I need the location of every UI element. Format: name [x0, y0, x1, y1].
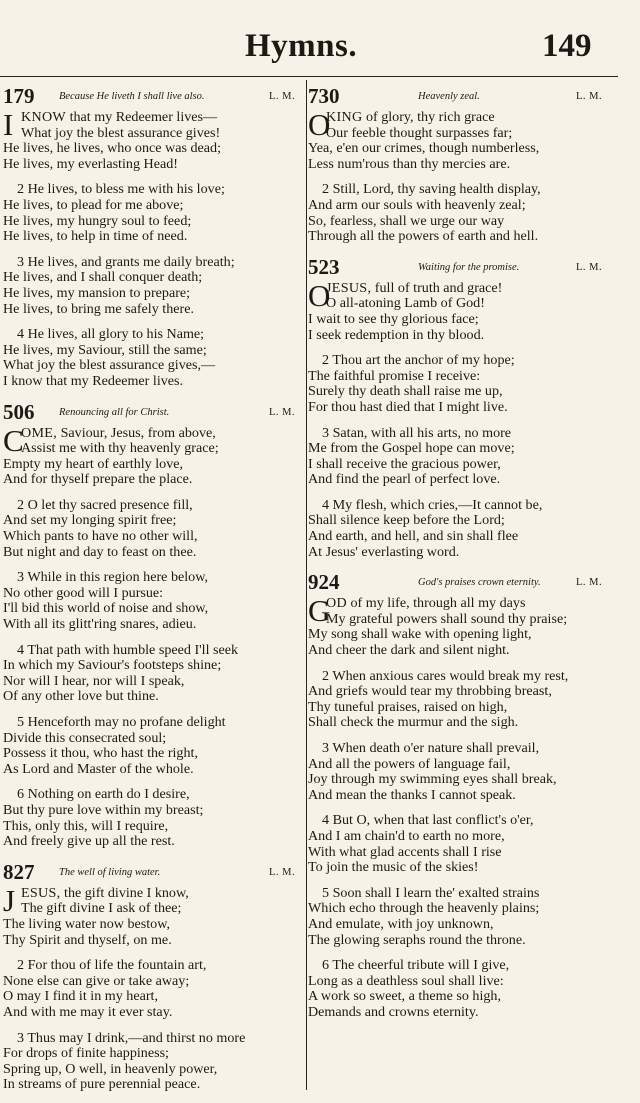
- drop-cap: J: [3, 882, 16, 918]
- verse: [308, 741, 608, 803]
- verse: [308, 277, 608, 343]
- page-title: Hymns.: [245, 28, 358, 64]
- verse: [308, 958, 608, 1020]
- verse-line: At Jesus' everlasting word.: [308, 543, 460, 560]
- header-rule: [0, 76, 618, 77]
- verse-line: The glowing seraphs round the throne.: [308, 931, 526, 948]
- verse-line: 2 O let thy sacred presence fill,: [17, 496, 193, 513]
- hymn-heading: [3, 400, 301, 426]
- verse: [308, 498, 608, 560]
- hymn-meter: L. M.: [576, 577, 603, 589]
- verse-line: In which my Saviour's footsteps shine;: [3, 657, 222, 674]
- hymn-heading: [3, 84, 301, 110]
- hymn-heading: [3, 860, 301, 886]
- first-word: JESUS,: [326, 279, 372, 296]
- verse-line: And all the powers of language fail,: [308, 755, 511, 772]
- hymn-heading: [308, 84, 608, 110]
- verse-line: None else can give or take away;: [3, 972, 190, 989]
- verse-line: Joy through my swimming eyes shall break,: [308, 771, 557, 788]
- verse-line: 4 But O, when that last conflict's o'er,: [322, 812, 534, 829]
- verse-line: 6 The cheerful tribute will I give,: [322, 957, 510, 974]
- drop-cap: O: [308, 277, 331, 313]
- verse-line: Empty my heart of earthly love,: [3, 455, 184, 472]
- verse-line: And griefs would tear my throbbing breast,: [308, 683, 552, 700]
- verse-line: And emulate, with joy unknown,: [308, 915, 494, 932]
- verse-line: Nor will I hear, nor will I speak,: [3, 672, 185, 689]
- verse-line: 5 Soon shall I learn the' exalted strains: [322, 884, 540, 901]
- verse-line: And cheer the dark and silent night.: [308, 642, 510, 659]
- verse-line: I seek redemption in thy blood.: [308, 326, 485, 343]
- verse-line: Our feeble thought surpasses far;: [326, 124, 513, 141]
- verse: [308, 353, 608, 415]
- verse-line: He lives, my mansion to prepare;: [3, 284, 191, 301]
- verse: [3, 498, 301, 560]
- opening-verse: [3, 882, 301, 948]
- verse-line: With all its glitt'ring snares, adieu.: [3, 616, 197, 633]
- verse-line: And freely give up all the rest.: [3, 833, 175, 850]
- verse-line: Thy Spirit and thyself, on me.: [3, 931, 172, 948]
- verse-line: So, fearless, shall we urge our way: [308, 212, 505, 229]
- verse-line: Me from the Gospel hope can move;: [308, 440, 515, 457]
- verse-line: As Lord and Master of the whole.: [3, 760, 194, 777]
- verse: [308, 813, 608, 875]
- drop-cap: I: [3, 107, 14, 142]
- hymn-title: God's praises crown eternity.: [418, 577, 541, 589]
- verse: [3, 107, 301, 172]
- hymn-number: 924: [308, 570, 340, 595]
- verse-line: He lives, to bring me safely there.: [3, 300, 194, 317]
- verse-line: I know that my Redeemer lives.: [3, 372, 184, 389]
- opening-verse: [3, 107, 301, 172]
- verse-line: A work so sweet, a theme so high,: [308, 988, 501, 1005]
- verse-line: But night and day to feast on thee.: [3, 543, 197, 560]
- verse-line: He lives, he lives, who once was dead;: [3, 140, 221, 157]
- verse-line: 3 He lives, and grants me daily breath;: [17, 253, 235, 270]
- verse-line: The living water now bestow,: [3, 915, 170, 932]
- right-column: [308, 84, 608, 1031]
- hymn: [308, 255, 608, 561]
- hymn-title: The well of living water.: [59, 866, 161, 878]
- verse-line: 2 For thou of life the fountain art,: [17, 957, 207, 974]
- page-number: 149: [542, 28, 592, 64]
- verse-line: 2 He lives, to bless me with his love;: [17, 181, 225, 198]
- verse-line: Of any other love but thine.: [3, 688, 159, 705]
- hymn-title: Renouncing all for Christ.: [59, 406, 170, 418]
- verse-line: And for thyself prepare the place.: [3, 471, 193, 488]
- verse-line: Long as a deathless soul shall live:: [308, 972, 504, 989]
- verse-line: Shall check the murmur and the sigh.: [308, 714, 519, 731]
- hymn-heading: [308, 570, 608, 596]
- hymn-number: 506: [3, 399, 35, 424]
- verse-line: He lives, to plead for me above;: [3, 196, 184, 213]
- verse-line: Assist me with thy heavenly grace;: [21, 440, 219, 457]
- verse: [3, 787, 301, 849]
- verse-line: 3 When death o'er nature shall prevail,: [322, 740, 540, 756]
- verse-line: I shall receive the gracious power,: [308, 455, 501, 472]
- verse-line: 3 Satan, with all his arts, no more: [322, 424, 512, 441]
- verse-line: And set my longing spirit free;: [3, 512, 177, 529]
- hymn-heading: [308, 255, 608, 281]
- column-divider: [306, 80, 307, 1090]
- verse-line: 5 Henceforth may no profane delight: [17, 714, 226, 730]
- opening-verse: [3, 422, 301, 488]
- verse-line: 4 He lives, all glory to his Name;: [17, 326, 205, 343]
- verse-line: The faithful promise I receive:: [308, 367, 481, 384]
- verse-line: Shall silence keep before the Lord;: [308, 512, 505, 529]
- verse-line: He lives, my Saviour, still the same;: [3, 341, 207, 358]
- verse-line: 4 My flesh, which cries,—It cannot be,: [322, 496, 543, 513]
- hymn-number: 730: [308, 84, 340, 108]
- first-word: KNOW: [21, 109, 67, 125]
- verse-line: What joy the blest assurance gives,—: [3, 357, 216, 374]
- verse-line: Which pants to have no other will,: [3, 528, 198, 545]
- hymn-title: Because He liveth I shall live also.: [59, 91, 205, 102]
- verse: [3, 715, 301, 777]
- verse-line: What joy the blest assurance gives!: [21, 124, 221, 141]
- verse: [3, 255, 301, 317]
- verse-line: I'll bid this world of noise and show,: [3, 600, 209, 617]
- verse-line: With what glad accents shall I rise: [308, 843, 502, 860]
- verse: [3, 570, 301, 632]
- verse: [3, 182, 301, 244]
- drop-cap: O: [308, 107, 331, 142]
- verse-line: 6 Nothing on earth do I desire,: [17, 786, 190, 803]
- verse-line: And find the pearl of perfect love.: [308, 471, 501, 488]
- verse-line: And arm our souls with heavenly zeal;: [308, 196, 526, 213]
- verse-line: He lives, my everlasting Head!: [3, 155, 178, 172]
- verse: [308, 182, 608, 244]
- verse-line: He lives, to help in time of need.: [3, 228, 188, 245]
- verse-line: 2 Still, Lord, thy saving health display,: [322, 181, 541, 198]
- verse-line: I wait to see thy glorious face;: [308, 310, 479, 327]
- verse-line: O may I find it in my heart,: [3, 988, 158, 1005]
- hymn-meter: L. M.: [576, 261, 603, 273]
- verse-line: Possess it thou, who hast the right,: [3, 745, 198, 762]
- verse-line: Spring up, O well, in heavenly power,: [3, 1060, 218, 1077]
- drop-cap: C: [3, 422, 24, 458]
- verse-line: Demands and crowns eternity.: [308, 1003, 479, 1020]
- hymn-meter: L. M.: [269, 91, 296, 102]
- verse-line: 3 Thus may I drink,—and thirst no more: [17, 1029, 246, 1046]
- verse: [3, 327, 301, 389]
- running-head: [0, 0, 640, 72]
- verse: [308, 426, 608, 488]
- hymn: [308, 570, 608, 1020]
- hymn-title: Waiting for the promise.: [418, 261, 520, 273]
- verse-line: My grateful powers shall sound thy praise;: [326, 610, 568, 627]
- verse-line: Less num'rous than thy mercies are.: [308, 155, 511, 172]
- verse-line: My song shall wake with opening light,: [308, 626, 532, 643]
- verse-line: And with me may it ever stay.: [3, 1003, 173, 1020]
- verse: [308, 593, 608, 659]
- hymn-meter: L. M.: [576, 91, 603, 102]
- verse: [308, 886, 608, 948]
- hymn-number: 827: [3, 859, 35, 884]
- verse-line: 2 When anxious cares would break my rest,: [322, 667, 569, 684]
- verse: [308, 669, 608, 731]
- verse-line: KNOW that my Redeemer lives—: [21, 109, 218, 125]
- verse-line: But thy pure love within my breast;: [3, 801, 204, 818]
- verse-line: Yea, e'en our crimes, though numberless,: [308, 140, 540, 157]
- verse-line: This, only this, will I require,: [3, 817, 169, 834]
- hymn: [308, 84, 608, 245]
- first-word: OME,: [21, 424, 58, 441]
- verse-line: O all-atoning Lamb of God!: [326, 295, 485, 312]
- verse-line: OD of my life, through all my days: [326, 595, 526, 612]
- verse-line: And mean the thanks I cannot speak.: [308, 786, 516, 803]
- left-column: [3, 84, 301, 1103]
- verse-line: 2 Thou art the anchor of my hope;: [322, 352, 515, 369]
- opening-verse: [308, 593, 608, 659]
- verse-line: ESUS, the gift divine I know,: [21, 884, 189, 901]
- first-word: KING: [326, 109, 363, 125]
- verse-line: For drops of finite happiness;: [3, 1045, 169, 1062]
- verse-line: The gift divine I ask of thee;: [21, 900, 182, 917]
- verse: [308, 107, 608, 172]
- verse-line: Surely thy death shall raise me up,: [308, 383, 503, 400]
- verse-line: Thy tuneful praises, raised on high,: [308, 698, 508, 715]
- verse-line: 4 That path with humble speed I'll seek: [17, 641, 239, 658]
- verse-line: 3 While in this region here below,: [17, 569, 209, 586]
- verse: [3, 882, 301, 948]
- verse-line: He lives, and I shall conquer death;: [3, 269, 203, 286]
- verse-line: Which echo through the heavenly plains;: [308, 900, 540, 917]
- drop-cap: G: [308, 593, 331, 629]
- verse-line: And I am chain'd to earth no more,: [308, 827, 505, 844]
- verse-line: He lives, my hungry soul to feed;: [3, 212, 192, 229]
- verse: [3, 422, 301, 488]
- hymn: [3, 400, 301, 850]
- hymn: [3, 84, 301, 390]
- verse-line: Divide this consecrated soul;: [3, 729, 167, 746]
- hymn-number: 179: [3, 84, 35, 108]
- hymn-number: 523: [308, 254, 340, 279]
- verse: [3, 958, 301, 1020]
- verse-line: And earth, and hell, and sin shall flee: [308, 528, 519, 545]
- verse-line: JESUS, full of truth and grace!: [326, 279, 503, 296]
- verse-line: In streams of pure perennial peace.: [3, 1076, 201, 1093]
- opening-verse: [308, 107, 608, 172]
- verse: [3, 643, 301, 705]
- verse-line: KING of glory, thy rich grace: [326, 109, 495, 125]
- first-word: OD: [326, 595, 347, 612]
- hymn-meter: L. M.: [269, 406, 296, 418]
- hymn-title: Heavenly zeal.: [418, 91, 480, 102]
- verse: [3, 1031, 301, 1093]
- hymn-meter: L. M.: [269, 866, 296, 878]
- verse-line: OME, Saviour, Jesus, from above,: [21, 424, 216, 441]
- verse-line: Through all the powers of earth and hell.: [308, 228, 539, 245]
- hymn: [3, 860, 301, 1093]
- verse-line: To join the music of the skies!: [308, 859, 479, 876]
- verse-line: No other good will I pursue:: [3, 584, 164, 601]
- first-word: ESUS,: [21, 884, 61, 901]
- verse-line: For thou hast died that I might live.: [308, 398, 508, 415]
- opening-verse: [308, 277, 608, 343]
